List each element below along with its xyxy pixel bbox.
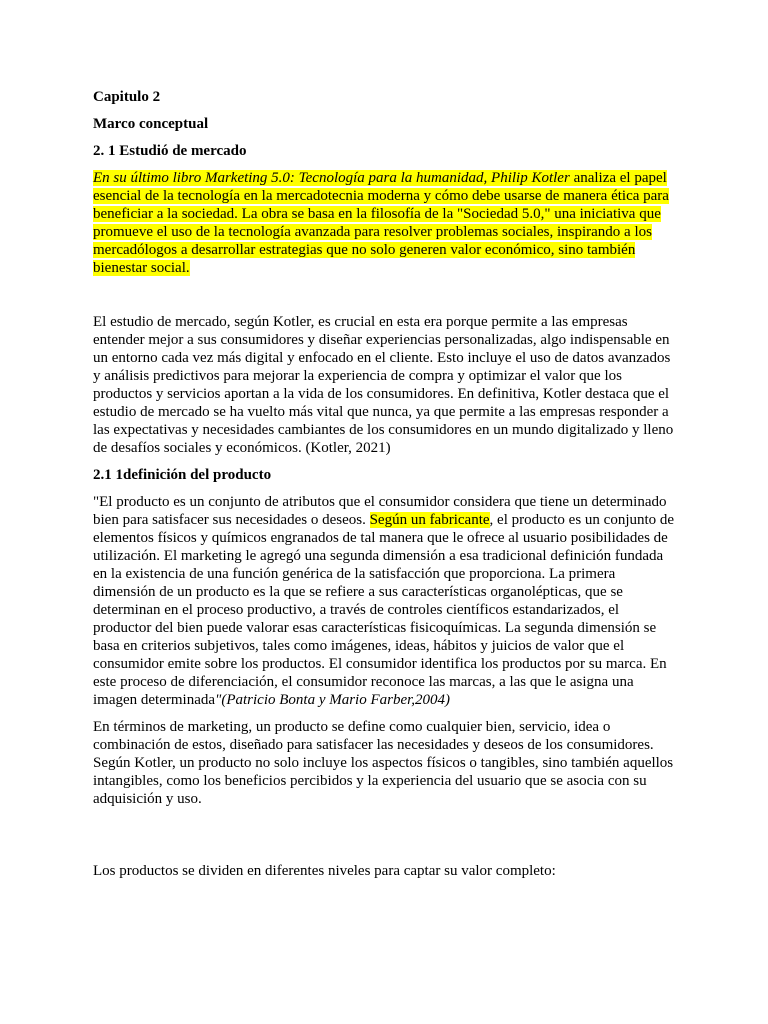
section-heading-marco: Marco conceptual [93,116,209,132]
section-heading-2-1-1: 2.1 1definición del producto [93,467,272,483]
highlighted-intro-text: analiza el papel esencial de la tecnología en la mercadotecnia moderna y cómo debe usarse de manera ética para beneficiar a la sociedad. La obra se basa en la filosofía de la "Sociedad 5.0," una iniciativa que promueve el uso de la tecnología avanzada para resolver problemas sociales, inspirando a los mercadólogos a desarrollar estrategias que no solo generen valor económico, sino también bienestar social. [93,170,669,276]
product-definition-text-start: "El producto es un conjunto de atributos que el consumidor considera que tiene un determinado bien para satisfacer sus necesidades o deseos. [93,494,667,528]
paragraph-market-study: El estudio de mercado, según Kotler, es crucial en esta era porque permite a las empresas entender mejor a sus consumidores y diseñar experiencias personalizadas, algo indispensable en un entorno cada vez más digital y enfocado en el cliente. Esto incluye el uso de datos avanzados y análisis predictivos para mejorar la experiencia de compra y optimizar el valor que los productos y servicios aportan a la vida de los consumidores. En definitiva, Kotler destaca que el estudio de mercado se ha vuelto más vital que nunca, ya que permite a las empresas responder a las expectativas y necesidades cambiantes de los consumidores en un mundo digitalizado y lleno de desafíos sociales y económicos. (Kotler, 2021) [93,314,674,456]
highlighted-fabricante: Según un fabricante [369,512,490,528]
document-page [93,86,675,880]
chapter-heading: Capitulo 2 [93,89,161,105]
paragraph-product-levels: Los productos se dividen en diferentes niveles para captar su valor completo: [93,863,556,879]
product-definition-citation: "(Patricio Bonta y Mario Farber,2004) [215,692,451,708]
highlighted-book-title: En su último libro Marketing 5.0: Tecnología para la humanidad, Philip Kotler [93,170,570,186]
paragraph-kotler-intro [93,169,675,277]
paragraph-product-definition [93,493,675,709]
section-heading-2-1: 2. 1 Estudió de mercado [93,143,247,159]
product-definition-text-rest: , el producto es un conjunto de elementos físicos y químicos engranados de tal manera que le ofrece al usuario posibilidades de utilización. El marketing le agregó una segunda dimensión a esa tradicional definición fundada en la existencia de una función genérica de la satisfacción que proporciona. La primera dimensión de un producto es la que se refiere a sus características organolépticas, que se determinan en el proceso productivo, a través de controles científicos estandarizados, el productor del bien puede valorar esas características fisicoquímicas. La segunda dimensión se basa en criterios subjetivos, tales como imágenes, ideas, hábitos y juicios de valor que el consumidor emite sobre los productos. El consumidor identifica los productos por su marca. En este proceso de diferenciación, el consumidor reconoce las marcas, a las que le asigna una imagen determinada [93,512,675,708]
paragraph-marketing-product: En términos de marketing, un producto se define como cualquier bien, servicio, idea o combinación de estos, diseñado para satisfacer las necesidades y deseos de los consumidores. Según Kotler, un producto no solo incluye los aspectos físicos o tangibles, sino también aquellos intangibles, como los beneficios percibidos y la experiencia del usuario que se asocia con su adquisición y uso. [93,719,674,807]
